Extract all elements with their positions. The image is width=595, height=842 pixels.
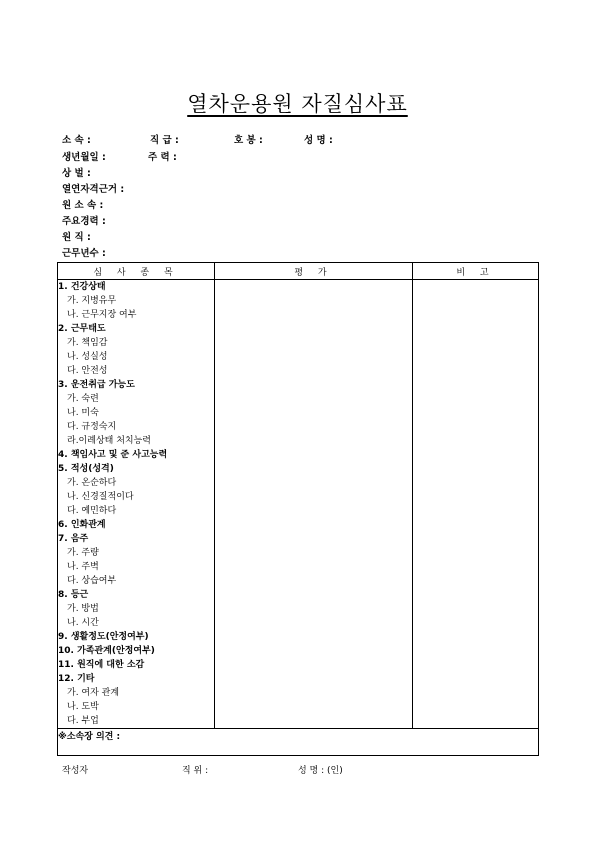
table-body-row <box>58 280 539 729</box>
list-item: 4. 책임사고 및 준 사고능력 <box>58 450 168 460</box>
list-item: 10. 가족관계(안정여부) <box>58 646 155 656</box>
header-items: 심 사 종 목 <box>58 263 215 280</box>
name-label: 성 명 : <box>304 135 333 146</box>
evaluation-table <box>57 262 539 756</box>
opinion-cell[interactable] <box>58 729 539 756</box>
list-item: 가. 방법 <box>67 604 99 614</box>
list-item: 나. 근무지장 여부 <box>67 310 137 320</box>
document-title: 열차운용원 자질심사표 <box>187 92 408 116</box>
list-item: 2. 근무태도 <box>58 324 106 334</box>
prev-affiliation-label: 원 소 속 : <box>62 200 104 211</box>
list-item: 나. 시간 <box>67 618 99 628</box>
header-evaluation: 평 가 <box>215 263 413 280</box>
career-label: 주요경력 : <box>62 216 106 227</box>
reward-label: 상 벌 : <box>62 168 91 179</box>
list-item: 라.이례상태 처치능력 <box>67 436 151 446</box>
list-item: 가. 온순하다 <box>67 478 117 488</box>
list-item: 12. 기타 <box>58 674 95 684</box>
opinion-row <box>58 729 539 756</box>
list-item: 가. 지병유무 <box>67 296 117 306</box>
affiliation-label: 소 속 : <box>62 135 91 146</box>
license-label: 열연자격근거 : <box>62 184 125 195</box>
list-item: 1. 건강상태 <box>58 282 106 292</box>
list-item: 가. 주량 <box>67 548 99 558</box>
evaluation-cell[interactable] <box>215 280 413 729</box>
list-item: 다. 안전성 <box>67 366 108 376</box>
list-item: 가. 여자 관계 <box>67 688 120 698</box>
opinion-label: ※소속장 의견 : <box>58 732 121 742</box>
list-item: 다. 예민하다 <box>67 506 117 516</box>
header-remarks: 비 고 <box>413 263 539 280</box>
list-item: 가. 책임감 <box>67 338 108 348</box>
list-item: 11. 원직에 대한 소감 <box>58 660 145 670</box>
list-item: 다. 규정숙지 <box>67 422 117 432</box>
list-item: 8. 등근 <box>58 590 89 600</box>
list-item: 나. 미숙 <box>67 408 99 418</box>
list-item: 나. 신경질적이다 <box>67 492 134 502</box>
position-label: 원 직 : <box>62 232 91 243</box>
grade-label: 직 급 : <box>150 135 179 146</box>
list-item: 7. 음주 <box>58 534 89 544</box>
rank-label: 직 위 : <box>182 766 209 776</box>
list-item: 5. 적성(성격) <box>58 464 114 474</box>
address-label: 주 력 : <box>148 152 177 163</box>
list-item: 나. 도박 <box>67 702 99 712</box>
table-header-row <box>58 263 539 280</box>
years-label: 근무년수 : <box>62 248 106 259</box>
sign-label: 성 명 : (인) <box>298 766 343 776</box>
list-item: 6. 인화관계 <box>58 520 106 530</box>
list-item: 3. 운전취급 가능도 <box>58 380 135 390</box>
remarks-cell[interactable] <box>413 280 539 729</box>
writer-label: 작성자 <box>62 766 89 776</box>
list-item: 다. 부업 <box>67 716 99 726</box>
birth-label: 생년월일 : <box>62 152 106 163</box>
list-item: 나. 성실성 <box>67 352 108 362</box>
list-item: 가. 숙련 <box>67 394 99 404</box>
list-item: 나. 주벽 <box>67 562 99 572</box>
list-item: 다. 상습여부 <box>67 576 117 586</box>
list-item: 9. 생활정도(안정여부) <box>58 632 149 642</box>
items-list <box>58 280 215 729</box>
step-label: 호 봉 : <box>234 135 263 146</box>
